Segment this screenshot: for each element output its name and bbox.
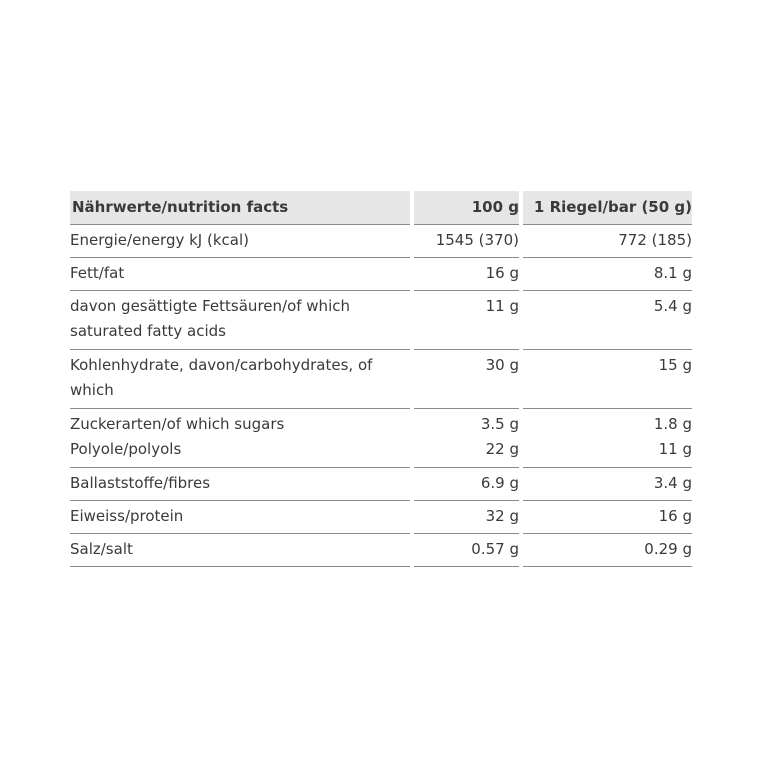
- table-row: [70, 501, 692, 534]
- row-value-bar: 16 g: [523, 501, 692, 534]
- row-value-line: 1.8 g: [653, 415, 692, 433]
- row-value-bar: 0.29 g: [523, 534, 692, 567]
- row-value-line: 11 g: [658, 440, 692, 458]
- row-label: Ballaststoffe/fibres: [70, 468, 410, 501]
- row-value-100g: 32 g: [414, 501, 519, 534]
- row-label-line: davon gesättigte Fettsäuren/of which: [70, 297, 350, 315]
- row-label: [70, 291, 410, 350]
- row-value-100g: 1545 (370): [414, 225, 519, 258]
- header-per-100g: 100 g: [414, 191, 519, 225]
- row-value-line: 22 g: [485, 440, 519, 458]
- row-label: Salz/salt: [70, 534, 410, 567]
- row-label-line: Kohlenhydrate, davon/carbohydrates, of: [70, 356, 373, 374]
- row-value-bar: 3.4 g: [523, 468, 692, 501]
- row-value-bar: 5.4 g: [523, 291, 692, 350]
- row-label-line: which: [70, 381, 114, 399]
- row-value-bar: 772 (185): [523, 225, 692, 258]
- row-label-line: Polyole/polyols: [70, 440, 182, 458]
- row-value-line: 3.5 g: [480, 415, 519, 433]
- header-label: Nährwerte/nutrition facts: [70, 191, 410, 225]
- table-row: [70, 258, 692, 291]
- row-value-100g: 6.9 g: [414, 468, 519, 501]
- row-value-bar: 15 g: [523, 350, 692, 409]
- table-row: [70, 291, 692, 350]
- row-value-bar: [523, 409, 692, 468]
- row-label: Energie/energy kJ (kcal): [70, 225, 410, 258]
- table-row: [70, 409, 692, 468]
- row-label: [70, 409, 410, 468]
- table-row: [70, 225, 692, 258]
- nutrition-table: [70, 191, 692, 567]
- row-value-bar: 8.1 g: [523, 258, 692, 291]
- row-label: Eiweiss/protein: [70, 501, 410, 534]
- row-value-100g: 11 g: [414, 291, 519, 350]
- row-label: [70, 350, 410, 409]
- row-label-line: saturated fatty acids: [70, 322, 226, 340]
- row-label: Fett/fat: [70, 258, 410, 291]
- table-row: [70, 534, 692, 567]
- row-label-line: Zuckerarten/of which sugars: [70, 415, 285, 433]
- row-value-100g: 30 g: [414, 350, 519, 409]
- row-value-100g: 16 g: [414, 258, 519, 291]
- table-row: [70, 468, 692, 501]
- row-value-100g: 0.57 g: [414, 534, 519, 567]
- table-row: [70, 350, 692, 409]
- header-per-bar: 1 Riegel/bar (50 g): [523, 191, 692, 225]
- table-header-row: [70, 191, 692, 225]
- row-value-100g: [414, 409, 519, 468]
